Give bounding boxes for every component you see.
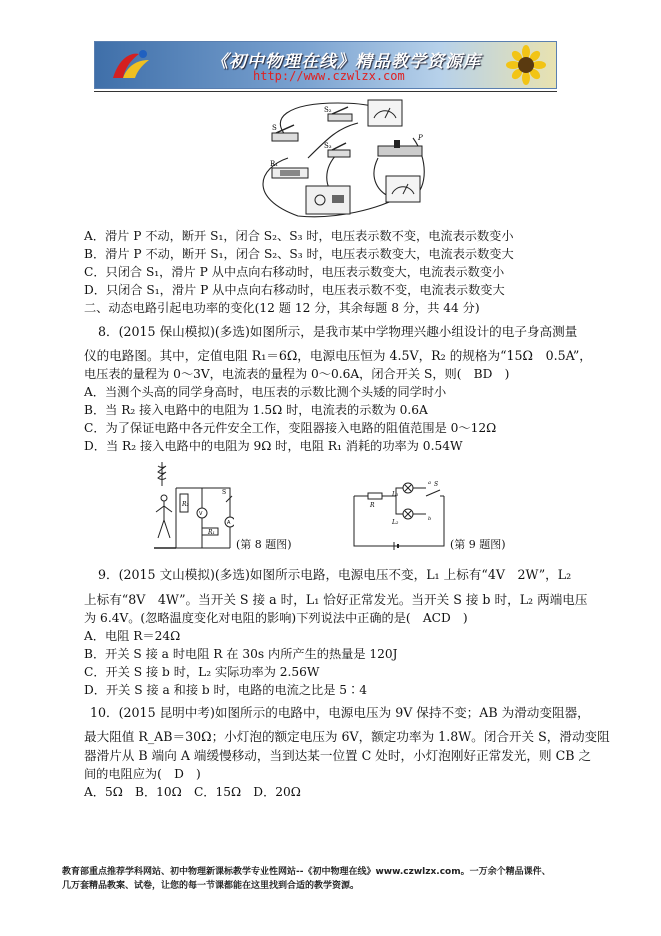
header-rule — [94, 91, 557, 92]
site-banner — [94, 41, 557, 89]
site-logo-icon — [109, 48, 153, 82]
q8-option-c: C．为了保证电路中各元件安全工作，变阻器接入电路的阻值范围是 0～12Ω — [84, 421, 497, 435]
label-l2: L₂ — [392, 519, 399, 526]
label-s1: S — [272, 124, 277, 132]
option-d-prev: D．只闭合 S₁，滑片 P 从中点向右移动时，电压表示数不变，电流表示数变大 — [84, 283, 505, 297]
label-s-fig9: S — [434, 481, 439, 488]
label-l1: L₁ — [392, 491, 399, 498]
circuit-apparatus-figure — [228, 98, 443, 221]
label-b: b — [428, 516, 432, 522]
label-r1: R₁ — [270, 160, 279, 168]
q8-stem-1: 8．(2015 保山模拟)(多选)如图所示，是我市某中学物理兴趣小组设计的电子身高测量 — [98, 324, 578, 339]
figure-9-circuit — [346, 474, 450, 552]
option-b-prev: B．滑片 P 不动，断开 S₁，闭合 S₂、S₃ 时，电压表示数变大，电流表示数变大 — [84, 247, 514, 261]
q8-stem-2: 仪的电路图。其中，定值电阻 R₁＝6Ω，电源电压恒为 4.5V，R₂ 的规格为“15Ω 0.5A”， — [84, 348, 592, 363]
label-r-fig9: R — [370, 502, 375, 509]
q9-stem-1: 9．(2015 文山模拟)(多选)如图所示电路，电源电压不变，L₁ 上标有“4V 2W”，L₂ — [98, 567, 572, 582]
figure-8-caption: (第 8 题图) — [236, 538, 292, 551]
label-s3: S₃ — [324, 142, 332, 150]
banner-title: 《初中物理在线》精品教学资源库 — [211, 52, 481, 72]
footer-line-2: 几万套精品教案、试卷，让您的每一节课都能在这里找到合适的教学资源。 — [62, 881, 360, 891]
q10-options: A．5Ω B．10Ω C．15Ω D．20Ω — [84, 785, 301, 799]
q8-option-d: D．当 R₂ 接入电路中的电阻为 9Ω 时，电阻 R₁ 消耗的功率为 0.54W — [84, 439, 463, 453]
label-r2: R₂ — [182, 501, 189, 508]
label-s2: S₂ — [324, 106, 332, 114]
q10-stem-4: 间的电阻应为( D ) — [84, 767, 201, 781]
q9-option-c: C．开关 S 接 b 时，L₂ 实际功率为 2.56W — [84, 665, 320, 679]
label-a: a — [428, 480, 431, 486]
option-a-prev: A．滑片 P 不动，断开 S₁，闭合 S₂、S₃ 时，电压表示数不变，电流表示数变小 — [84, 229, 514, 243]
q9-option-b: B．开关 S 接 a 时电阻 R 在 30s 内所产生的热量是 120J — [84, 647, 398, 661]
q8-option-b: B．当 R₂ 接入电路中的电阻为 1.5Ω 时，电流表的示数为 0.6A — [84, 403, 428, 417]
footer-line-1: 教育部重点推荐学科网站、初中物理新课标教学专业性网站--《初中物理在线》www.czwlzx.com。一万余个精品课件、 — [62, 867, 551, 877]
q8-option-a: A．当测个头高的同学身高时，电压表的示数比测个头矮的同学时小 — [84, 385, 447, 399]
label-p: P — [418, 134, 423, 142]
svg-text:V: V — [199, 511, 203, 517]
section-heading: 二、动态电路引起电功率的变化(12 题 12 分，其余每题 8 分，共 44 分) — [84, 301, 480, 315]
lamp-l2-icon — [403, 509, 413, 519]
q10-stem-1: 10．(2015 昆明中考)如图所示的电路中，电源电压为 9V 保持不变；AB 为滑动变阻器， — [90, 705, 590, 720]
ammeter-icon — [386, 176, 420, 202]
q9-stem-3: 为 6.4V。(忽略温度变化对电阻的影响)下列说法中正确的是( ACD ) — [84, 611, 468, 625]
figure-9-caption: (第 9 题图) — [450, 538, 506, 551]
q9-option-a: A．电阻 R＝24Ω — [84, 629, 181, 643]
banner-url[interactable]: http://www.czwlzx.com — [253, 69, 405, 83]
figure-8-circuit — [152, 458, 234, 552]
power-supply-icon — [306, 186, 350, 214]
sunflower-icon — [506, 45, 546, 85]
q9-option-d: D．开关 S 接 a 和接 b 时，电路的电流之比是 5∶4 — [84, 683, 368, 697]
option-c-prev: C．只闭合 S₁，滑片 P 从中点向右移动时，电压表示数变大，电流表示数变小 — [84, 265, 505, 279]
q10-stem-3: 器滑片从 B 端向 A 端缓慢移动，当到达某一位置 C 处时，小灯泡刚好正常发光，则 CB 之 — [84, 748, 592, 763]
lamp-l1-icon — [403, 483, 413, 493]
q9-stem-2: 上标有“8V 4W”。当开关 S 接 a 时，L₁ 恰好正常发光。当开关 S 接 b 时，L₂ 两端电压 — [84, 592, 588, 607]
q10-stem-2: 最大阻值 R_AB＝30Ω；小灯泡的额定电压为 6V，额定功率为 1.8W。闭合开关 S，滑动变阻 — [84, 729, 610, 744]
q8-stem-3: 电压表的量程为 0～3V，电流表的量程为 0～0.6A，闭合开关 S，则( BD ) — [84, 367, 510, 381]
svg-text:A: A — [227, 520, 231, 526]
resistor-r1-icon — [272, 168, 308, 178]
label-s-fig8: S — [222, 489, 227, 496]
person-icon — [156, 495, 172, 538]
label-r1-fig8: R₁ — [208, 529, 215, 536]
voltmeter-icon — [368, 100, 402, 126]
